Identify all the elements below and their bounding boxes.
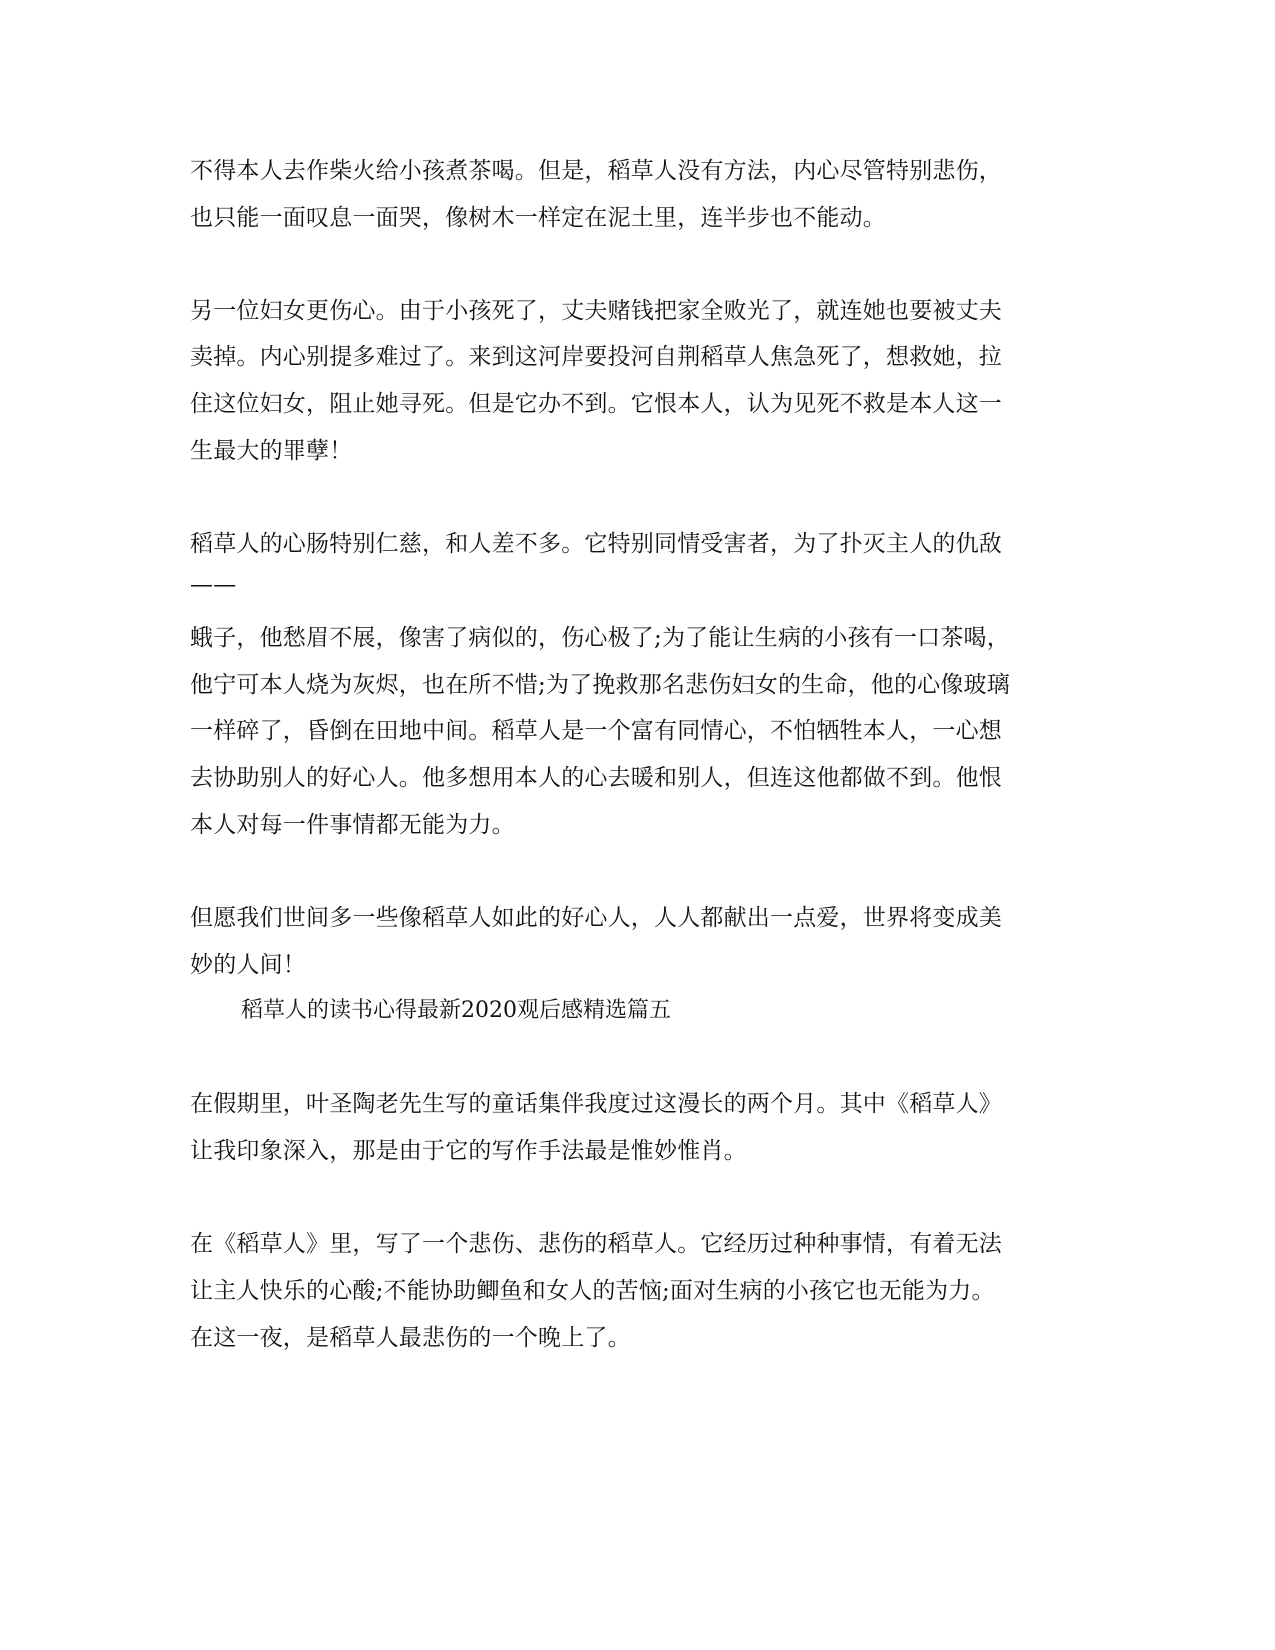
paragraph-3-line-6: 本人对每一件事情都无能为力。 [190, 812, 515, 838]
paragraph-6-line-3: 在这一夜，是稻草人最悲伤的一个晚上了。 [190, 1325, 631, 1351]
paragraph-2-line-3: 住这位妇女，阻止她寻死。但是它办不到。它恨本人，认为见死不救是本人这一 [190, 391, 1002, 417]
paragraph-3-line-3: 他宁可本人烧为灰烬，也在所不惜;为了挽救那名悲伤妇女的生命，他的心像玻璃 [190, 672, 1010, 698]
paragraph-4-line-1: 但愿我们世间多一些像稻草人如此的好心人，人人都献出一点爱，世界将变成美 [190, 905, 1002, 931]
paragraph-3-dash: —— [190, 572, 237, 598]
paragraph-2-line-2: 卖掉。内心别提多难过了。来到这河岸要投河自荆稻草人焦急死了，想救她，拉 [190, 344, 1002, 370]
paragraph-4-line-2: 妙的人间！ [190, 952, 306, 978]
paragraph-6-line-2: 让主人快乐的心酸;不能协助鲫鱼和女人的苦恼;面对生病的小孩它也无能为力。 [190, 1278, 995, 1304]
paragraph-6-line-1: 在《稻草人》里，写了一个悲伤、悲伤的稻草人。它经历过种种事情，有着无法 [190, 1231, 1002, 1257]
paragraph-3-line-1: 稻草人的心肠特别仁慈，和人差不多。它特别同情受害者，为了扑灭主人的仇敌 [190, 531, 1002, 557]
paragraph-1-line-1: 不得本人去作柴火给小孩煮茶喝。但是，稻草人没有方法，内心尽管特别悲伤， [190, 158, 1002, 184]
paragraph-3-line-4: 一样碎了，昏倒在田地中间。稻草人是一个富有同情心，不怕牺牲本人，一心想 [190, 718, 1002, 744]
paragraph-5-line-1: 在假期里，叶圣陶老先生写的童话集伴我度过这漫长的两个月。其中《稻草人》 [190, 1091, 1002, 1117]
section-heading: 稻草人的读书心得最新2020观后感精选篇五 [241, 998, 671, 1023]
paragraph-5-line-2: 让我印象深入，那是由于它的写作手法最是惟妙惟肖。 [190, 1138, 747, 1164]
paragraph-2-line-4: 生最大的罪孽！ [190, 438, 353, 464]
paragraph-3-line-5: 去协助别人的好心人。他多想用本人的心去暖和别人，但连这他都做不到。他恨 [190, 765, 1002, 791]
paragraph-1-line-2: 也只能一面叹息一面哭，像树木一样定在泥土里，连半步也不能动。 [190, 205, 886, 231]
paragraph-3-line-2: 蛾子，他愁眉不展，像害了病似的，伤心极了;为了能让生病的小孩有一口茶喝， [190, 625, 1010, 651]
paragraph-2-line-1: 另一位妇女更伤心。由于小孩死了，丈夫赌钱把家全败光了，就连她也要被丈夫 [190, 298, 1002, 324]
